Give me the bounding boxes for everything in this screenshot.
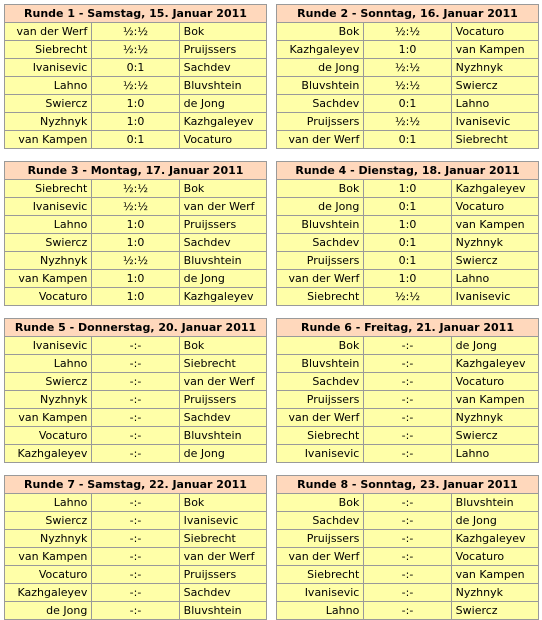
black-player: Sachdev (179, 584, 266, 602)
result: ½:½ (92, 41, 179, 59)
white-player: van der Werf (277, 131, 364, 149)
white-player: Siebrecht (277, 288, 364, 306)
white-player: Lahno (5, 494, 92, 512)
result: -:- (364, 373, 451, 391)
black-player: Bluvshtein (179, 77, 266, 95)
game-row (5, 59, 267, 77)
black-player: Vocaturo (179, 131, 266, 149)
game-row (5, 584, 267, 602)
round-table-5 (4, 318, 267, 463)
game-row (277, 288, 539, 306)
round-title: Runde 8 - Sonntag, 23. Januar 2011 (277, 476, 539, 494)
result: -:- (92, 584, 179, 602)
round-header-row (277, 319, 539, 337)
black-player: Siebrecht (179, 530, 266, 548)
result: -:- (92, 512, 179, 530)
game-row (5, 252, 267, 270)
result: 0:1 (364, 131, 451, 149)
game-row (5, 337, 267, 355)
black-player: van Kampen (451, 216, 538, 234)
round-title: Runde 3 - Montag, 17. Januar 2011 (5, 162, 267, 180)
result: -:- (92, 427, 179, 445)
result: 0:1 (92, 131, 179, 149)
white-player: Lahno (277, 602, 364, 620)
game-row (5, 180, 267, 198)
game-row (5, 602, 267, 620)
game-row (5, 41, 267, 59)
white-player: Bok (277, 337, 364, 355)
black-player: Sachdev (179, 234, 266, 252)
game-row (277, 391, 539, 409)
game-row (5, 427, 267, 445)
game-row (277, 512, 539, 530)
game-row (277, 566, 539, 584)
game-row (5, 77, 267, 95)
black-player: Bluvshtein (179, 252, 266, 270)
round-table-7 (4, 475, 267, 620)
game-row (5, 391, 267, 409)
result: ½:½ (364, 59, 451, 77)
result: -:- (92, 373, 179, 391)
white-player: Bok (277, 180, 364, 198)
result: 0:1 (364, 252, 451, 270)
white-player: Sachdev (277, 234, 364, 252)
black-player: de Jong (451, 512, 538, 530)
round-table-1 (4, 4, 267, 149)
black-player: Bluvshtein (451, 494, 538, 512)
result: ½:½ (92, 23, 179, 41)
round-table-4 (276, 161, 539, 306)
white-player: de Jong (5, 602, 92, 620)
game-row (277, 41, 539, 59)
result: 1:0 (364, 41, 451, 59)
black-player: Pruijssers (179, 391, 266, 409)
white-player: Swiercz (5, 512, 92, 530)
black-player: Lahno (451, 270, 538, 288)
white-player: Kazhgaleyev (277, 41, 364, 59)
game-row (5, 494, 267, 512)
black-player: Swiercz (451, 77, 538, 95)
white-player: Nyzhnyk (5, 113, 92, 131)
result: -:- (92, 566, 179, 584)
black-player: Nyzhnyk (451, 584, 538, 602)
white-player: Bok (277, 23, 364, 41)
result: -:- (92, 494, 179, 512)
white-player: Vocaturo (5, 566, 92, 584)
black-player: Vocaturo (451, 373, 538, 391)
game-row (5, 95, 267, 113)
result: -:- (364, 584, 451, 602)
white-player: Ivanisevic (5, 337, 92, 355)
black-player: Kazhgaleyev (179, 113, 266, 131)
result: -:- (364, 566, 451, 584)
black-player: Sachdev (179, 59, 266, 77)
result: -:- (364, 548, 451, 566)
game-row (5, 566, 267, 584)
result: -:- (364, 391, 451, 409)
white-player: Kazhgaleyev (5, 445, 92, 463)
black-player: van der Werf (179, 198, 266, 216)
result: -:- (92, 602, 179, 620)
result: -:- (364, 409, 451, 427)
white-player: van der Werf (277, 270, 364, 288)
white-player: Ivanisevic (5, 59, 92, 77)
black-player: van Kampen (451, 566, 538, 584)
game-row (277, 252, 539, 270)
game-row (277, 216, 539, 234)
white-player: Bluvshtein (277, 216, 364, 234)
result: ½:½ (92, 252, 179, 270)
black-player: Nyzhnyk (451, 234, 538, 252)
black-player: Siebrecht (451, 131, 538, 149)
white-player: Siebrecht (277, 427, 364, 445)
game-row (277, 602, 539, 620)
black-player: Kazhgaleyev (451, 530, 538, 548)
result: ½:½ (92, 180, 179, 198)
white-player: Pruijssers (277, 391, 364, 409)
white-player: Bluvshtein (277, 355, 364, 373)
game-row (5, 373, 267, 391)
result: 0:1 (364, 95, 451, 113)
game-row (277, 494, 539, 512)
black-player: Pruijssers (179, 566, 266, 584)
result: -:- (364, 355, 451, 373)
black-player: van Kampen (451, 391, 538, 409)
round-title: Runde 5 - Donnerstag, 20. Januar 2011 (5, 319, 267, 337)
result: 0:1 (364, 198, 451, 216)
white-player: Vocaturo (5, 427, 92, 445)
white-player: Bluvshtein (277, 77, 364, 95)
black-player: Sachdev (179, 409, 266, 427)
black-player: van der Werf (179, 373, 266, 391)
game-row (277, 270, 539, 288)
black-player: Kazhgaleyev (451, 355, 538, 373)
black-player: Lahno (451, 95, 538, 113)
black-player: Nyzhnyk (451, 409, 538, 427)
round-title: Runde 2 - Sonntag, 16. Januar 2011 (277, 5, 539, 23)
black-player: Ivanisevic (179, 512, 266, 530)
white-player: van der Werf (5, 23, 92, 41)
white-player: de Jong (277, 198, 364, 216)
game-row (277, 113, 539, 131)
result: ½:½ (92, 77, 179, 95)
game-row (277, 584, 539, 602)
round-title: Runde 7 - Samstag, 22. Januar 2011 (5, 476, 267, 494)
game-row (277, 198, 539, 216)
result: -:- (92, 530, 179, 548)
white-player: Kazhgaleyev (5, 584, 92, 602)
game-row (5, 288, 267, 306)
white-player: Siebrecht (277, 566, 364, 584)
black-player: van der Werf (179, 548, 266, 566)
result: -:- (92, 409, 179, 427)
result: -:- (364, 512, 451, 530)
game-row (277, 59, 539, 77)
black-player: Vocaturo (451, 198, 538, 216)
result: -:- (92, 445, 179, 463)
black-player: Ivanisevic (451, 288, 538, 306)
white-player: van Kampen (5, 548, 92, 566)
black-player: Bok (179, 337, 266, 355)
white-player: Swiercz (5, 373, 92, 391)
round-header-row (5, 162, 267, 180)
result: -:- (92, 391, 179, 409)
black-player: Vocaturo (451, 548, 538, 566)
result: -:- (364, 337, 451, 355)
black-player: Swiercz (451, 252, 538, 270)
white-player: de Jong (277, 59, 364, 77)
round-title: Runde 4 - Dienstag, 18. Januar 2011 (277, 162, 539, 180)
game-row (5, 512, 267, 530)
game-row (5, 530, 267, 548)
game-row (277, 234, 539, 252)
white-player: Swiercz (5, 234, 92, 252)
black-player: Bok (179, 180, 266, 198)
white-player: Ivanisevic (277, 445, 364, 463)
game-row (5, 113, 267, 131)
white-player: Ivanisevic (277, 584, 364, 602)
result: 1:0 (92, 234, 179, 252)
white-player: Pruijssers (277, 113, 364, 131)
black-player: Bluvshtein (179, 427, 266, 445)
result: -:- (364, 445, 451, 463)
result: 0:1 (364, 234, 451, 252)
result: -:- (92, 548, 179, 566)
round-header-row (5, 319, 267, 337)
game-row (277, 77, 539, 95)
result: ½:½ (92, 198, 179, 216)
round-title: Runde 6 - Freitag, 21. Januar 2011 (277, 319, 539, 337)
white-player: van der Werf (277, 548, 364, 566)
game-row (5, 131, 267, 149)
result: -:- (364, 530, 451, 548)
result: 1:0 (364, 180, 451, 198)
white-player: Swiercz (5, 95, 92, 113)
white-player: Nyzhnyk (5, 252, 92, 270)
white-player: van Kampen (5, 131, 92, 149)
game-row (277, 373, 539, 391)
white-player: Lahno (5, 355, 92, 373)
black-player: Nyzhnyk (451, 59, 538, 77)
game-row (277, 131, 539, 149)
black-player: Kazhgaleyev (451, 180, 538, 198)
round-header-row (277, 5, 539, 23)
game-row (277, 337, 539, 355)
result: -:- (92, 337, 179, 355)
white-player: van Kampen (5, 409, 92, 427)
white-player: Ivanisevic (5, 198, 92, 216)
result: ½:½ (364, 113, 451, 131)
result: ½:½ (364, 23, 451, 41)
result: 1:0 (364, 270, 451, 288)
result: 1:0 (92, 95, 179, 113)
white-player: van Kampen (5, 270, 92, 288)
black-player: Lahno (451, 445, 538, 463)
round-table-8 (276, 475, 539, 620)
game-row (5, 216, 267, 234)
game-row (277, 409, 539, 427)
round-title: Runde 1 - Samstag, 15. Januar 2011 (5, 5, 267, 23)
round-table-3 (4, 161, 267, 306)
game-row (5, 198, 267, 216)
black-player: van Kampen (451, 41, 538, 59)
black-player: de Jong (451, 337, 538, 355)
white-player: Pruijssers (277, 530, 364, 548)
white-player: Bok (277, 494, 364, 512)
black-player: Bok (179, 494, 266, 512)
result: 0:1 (92, 59, 179, 77)
game-row (5, 23, 267, 41)
result: 1:0 (92, 216, 179, 234)
black-player: Bok (179, 23, 266, 41)
result: -:- (364, 602, 451, 620)
white-player: Vocaturo (5, 288, 92, 306)
result: -:- (364, 494, 451, 512)
black-player: de Jong (179, 445, 266, 463)
game-row (5, 548, 267, 566)
game-row (277, 355, 539, 373)
white-player: van der Werf (277, 409, 364, 427)
result: -:- (364, 427, 451, 445)
black-player: Pruijssers (179, 216, 266, 234)
round-header-row (5, 476, 267, 494)
white-player: Pruijssers (277, 252, 364, 270)
black-player: Swiercz (451, 427, 538, 445)
white-player: Sachdev (277, 373, 364, 391)
game-row (277, 445, 539, 463)
result: ½:½ (364, 288, 451, 306)
game-row (277, 23, 539, 41)
round-table-2 (276, 4, 539, 149)
black-player: Siebrecht (179, 355, 266, 373)
white-player: Siebrecht (5, 180, 92, 198)
white-player: Nyzhnyk (5, 530, 92, 548)
white-player: Siebrecht (5, 41, 92, 59)
game-row (5, 234, 267, 252)
white-player: Nyzhnyk (5, 391, 92, 409)
game-row (277, 548, 539, 566)
round-table-6 (276, 318, 539, 463)
result: ½:½ (364, 77, 451, 95)
black-player: Kazhgaleyev (179, 288, 266, 306)
game-row (5, 409, 267, 427)
black-player: de Jong (179, 270, 266, 288)
white-player: Lahno (5, 77, 92, 95)
result: -:- (92, 355, 179, 373)
round-header-row (5, 5, 267, 23)
game-row (5, 270, 267, 288)
result: 1:0 (364, 216, 451, 234)
game-row (277, 180, 539, 198)
round-header-row (277, 162, 539, 180)
white-player: Sachdev (277, 512, 364, 530)
result: 1:0 (92, 270, 179, 288)
result: 1:0 (92, 113, 179, 131)
game-row (277, 95, 539, 113)
game-row (277, 530, 539, 548)
black-player: Bluvshtein (179, 602, 266, 620)
game-row (5, 355, 267, 373)
result: 1:0 (92, 288, 179, 306)
round-header-row (277, 476, 539, 494)
white-player: Lahno (5, 216, 92, 234)
black-player: Swiercz (451, 602, 538, 620)
game-row (277, 427, 539, 445)
white-player: Sachdev (277, 95, 364, 113)
black-player: Pruijssers (179, 41, 266, 59)
game-row (5, 445, 267, 463)
black-player: de Jong (179, 95, 266, 113)
black-player: Vocaturo (451, 23, 538, 41)
black-player: Ivanisevic (451, 113, 538, 131)
